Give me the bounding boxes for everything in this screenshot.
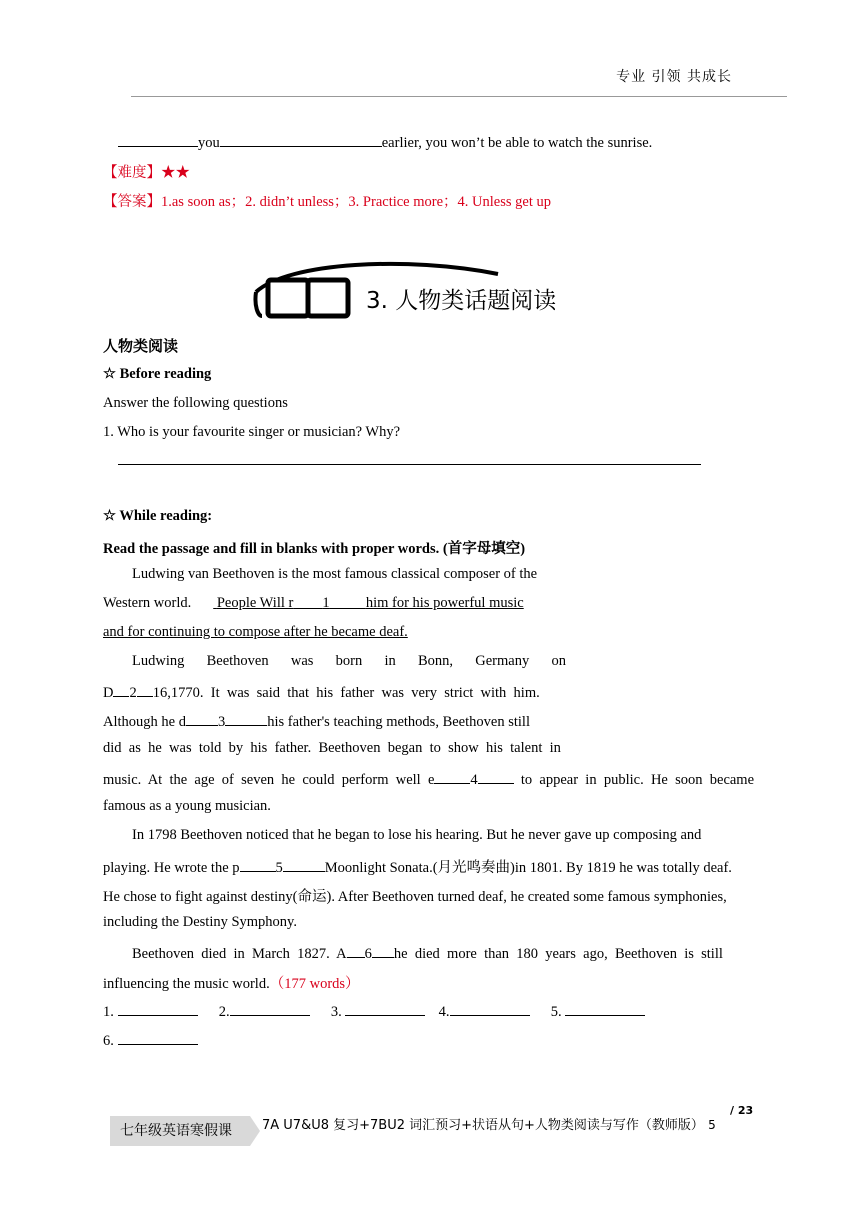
page-total: / 23	[730, 1104, 754, 1117]
word-count: （177 words）	[269, 976, 360, 992]
passage-text: Western world.	[103, 595, 192, 611]
passage-text: 16,1770. It was said that his father was very strict with him.	[152, 685, 540, 701]
answer-text: 1.as soon as；2. didn’t unless；3. Practice more；4. Unless get up	[161, 194, 551, 210]
difficulty-line	[103, 161, 190, 182]
passage-word: born	[335, 653, 363, 669]
page-header: 专业 引领 共成长	[616, 69, 732, 85]
blank	[186, 711, 218, 726]
reading-heading: 人物类阅读	[103, 337, 179, 355]
while-instruction: Read the passage and fill in blanks with proper words. (首字母填空)	[103, 541, 526, 557]
footer-title: 7A U7&U8 复习+7BU2 词汇预习+状语从句+人物类阅读与写作（教师版）	[262, 1118, 704, 1133]
answer-number: 3.	[330, 1004, 342, 1020]
passage-text: D	[103, 685, 114, 701]
passage-line: including the Destiny Symphony.	[103, 914, 297, 930]
answer-number: 4.	[438, 1004, 450, 1020]
blank	[478, 769, 514, 784]
blank	[137, 682, 153, 697]
exercise-sentence	[118, 132, 652, 152]
page-number: 5	[708, 1118, 716, 1132]
passage-text: music. At the age of seven he could perform well e	[103, 772, 435, 788]
blank	[347, 943, 365, 958]
answer-number: 1.	[103, 1004, 114, 1020]
passage-line: famous as a young musician.	[103, 798, 271, 814]
blank	[240, 857, 276, 872]
word-you: you	[198, 135, 220, 151]
passage-line: did as he was told by his father. Beethoven began to show his talent in	[103, 740, 561, 756]
passage-line	[103, 711, 530, 731]
passage-underlined	[213, 595, 523, 611]
blank	[372, 943, 394, 958]
header-divider	[131, 96, 787, 97]
passage-line: He chose to fight against destiny(命运). After Beethoven turned deaf, he created some famous symphonies,	[103, 889, 727, 905]
before-reading-title: ☆ Before reading	[103, 366, 212, 382]
passage-word: Beethoven	[206, 653, 269, 669]
footer-tab-arrow	[250, 1116, 260, 1146]
answer-blank-5[interactable]	[565, 1001, 645, 1016]
before-question: 1. Who is your favourite singer or musician? Why?	[103, 424, 401, 440]
answer-number: 2.	[218, 1004, 230, 1020]
blank-number: 2	[129, 685, 137, 701]
blank	[283, 857, 325, 872]
blank	[113, 682, 129, 697]
footer-text	[262, 1114, 716, 1133]
passage-text: influencing the music world.	[103, 976, 270, 992]
passage-line	[103, 972, 360, 993]
sentence-end: earlier, you won’t be able to watch the sunrise.	[381, 135, 653, 151]
section-title: 3. 人物类话题阅读	[366, 288, 557, 314]
difficulty-label: 【难度】	[103, 165, 161, 181]
passage-line: Ludwing van Beethoven is the most famous classical composer of the	[132, 566, 538, 582]
passage-text: Moonlight Sonata.(月光鸣奏曲)in 1801. By 1819 he was totally deaf.	[324, 860, 732, 876]
difficulty-stars: ★★	[161, 165, 190, 181]
passage-text: Although he d	[103, 714, 186, 730]
passage-line	[103, 856, 732, 877]
answer-blanks-row	[103, 1030, 198, 1050]
passage-word: Germany	[475, 653, 530, 669]
passage-text: him for his powerful music	[365, 595, 524, 611]
section-banner	[248, 254, 557, 324]
answer-blank-4[interactable]	[450, 1001, 530, 1016]
passage-word: on	[551, 653, 566, 669]
answer-blanks-row	[103, 1001, 645, 1021]
answer-blank-6[interactable]	[118, 1030, 198, 1045]
passage-text: People Will r	[216, 595, 294, 611]
passage-text: to appear in public. He soon became	[520, 772, 755, 788]
blank-number: 1	[322, 595, 330, 611]
passage-word: was	[290, 653, 314, 669]
answer-label: 【答案】	[103, 194, 161, 210]
passage-line: and for continuing to compose after he became deaf.	[103, 624, 408, 640]
passage-line	[103, 595, 524, 612]
blank	[118, 132, 198, 147]
blank-number: 3	[217, 714, 226, 730]
passage-text: playing. He wrote the p	[103, 860, 240, 876]
while-reading-title: ☆ While reading:	[103, 508, 213, 524]
answer-blank-2[interactable]	[230, 1001, 310, 1016]
answer-number: 6.	[103, 1033, 114, 1049]
before-instruction: Answer the following questions	[103, 395, 288, 411]
passage-line	[132, 943, 723, 963]
passage-text: he died more than 180 years ago, Beethoven is still	[393, 946, 723, 962]
blank-number: 6	[364, 946, 372, 962]
answer-blank-3[interactable]	[345, 1001, 425, 1016]
passage-word: Ludwing	[132, 653, 185, 669]
passage-line	[103, 682, 540, 702]
passage-word: in	[384, 653, 396, 669]
passage-text: Beethoven died in March 1827. A	[132, 946, 347, 962]
footer-course-tab: 七年级英语寒假课	[110, 1116, 250, 1146]
blank	[225, 711, 267, 726]
answer-line	[103, 190, 551, 211]
blank	[434, 769, 470, 784]
passage-word: Bonn,	[417, 653, 454, 669]
answer-number: 5.	[550, 1004, 562, 1020]
passage-text: his father's teaching methods, Beethoven still	[267, 714, 530, 730]
passage-line	[103, 769, 754, 789]
answer-blank-1[interactable]	[118, 1001, 198, 1016]
passage-line	[132, 653, 566, 670]
blank	[220, 132, 382, 147]
blank-number: 5	[275, 860, 283, 876]
passage-line: In 1798 Beethoven noticed that he began to lose his hearing. But he never gave up composing and	[132, 827, 702, 843]
blank-number: 4	[470, 772, 478, 788]
answer-rule	[118, 464, 701, 465]
